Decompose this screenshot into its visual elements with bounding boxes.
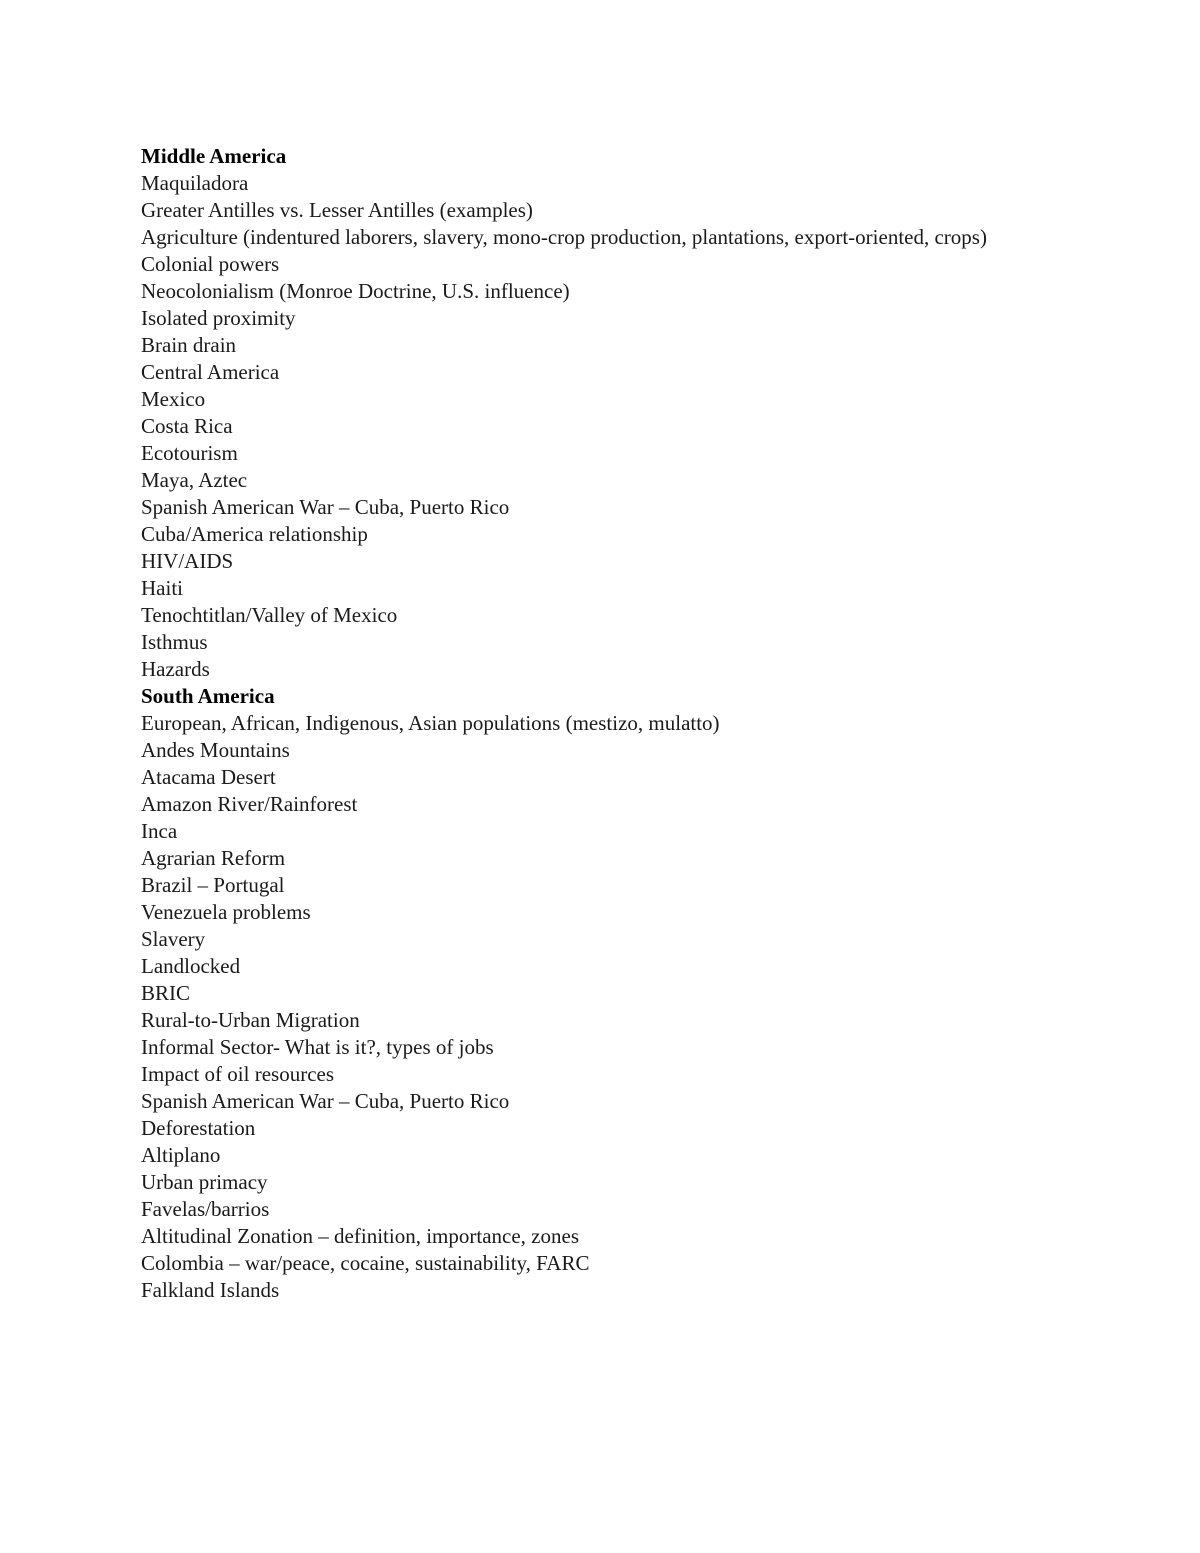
list-item: Isthmus: [141, 630, 208, 654]
list-item: Amazon River/Rainforest: [141, 792, 358, 816]
list-item: Slavery: [141, 927, 206, 951]
list-item: Costa Rica: [141, 414, 233, 438]
section-heading-middle-america: Middle America: [141, 144, 287, 168]
list-item: Falkland Islands: [141, 1278, 280, 1302]
list-item: Cuba/America relationship: [141, 522, 368, 546]
list-item: BRIC: [141, 981, 191, 1005]
section-heading-south-america: South America: [141, 684, 275, 708]
list-item: Impact of oil resources: [141, 1062, 335, 1086]
list-item: Deforestation: [141, 1116, 256, 1140]
list-item: Altitudinal Zonation – definition, importance, zones: [141, 1224, 579, 1248]
list-item: Atacama Desert: [141, 765, 276, 789]
list-item: Spanish American War – Cuba, Puerto Rico: [141, 1089, 510, 1113]
study-list: [141, 143, 1059, 1304]
list-item: Haiti: [141, 576, 183, 600]
list-item: Rural-to-Urban Migration: [141, 1008, 360, 1032]
list-item: Andes Mountains: [141, 738, 290, 762]
list-item: Altiplano: [141, 1143, 221, 1167]
list-item: Agrarian Reform: [141, 846, 286, 870]
list-item: Colonial powers: [141, 252, 280, 276]
list-item: Spanish American War – Cuba, Puerto Rico: [141, 495, 510, 519]
list-item: Urban primacy: [141, 1170, 268, 1194]
list-item: Greater Antilles vs. Lesser Antilles (examples): [141, 198, 533, 222]
list-item: Agriculture (indentured laborers, slavery, mono-crop production, plantations, export-oriented, crops): [141, 225, 987, 249]
list-item: Venezuela problems: [141, 900, 311, 924]
list-item: Hazards: [141, 657, 210, 681]
list-item: Informal Sector- What is it?, types of jobs: [141, 1035, 494, 1059]
list-item: Central America: [141, 360, 280, 384]
list-item: Mexico: [141, 387, 206, 411]
list-item: Neocolonialism (Monroe Doctrine, U.S. influence): [141, 279, 570, 303]
list-item: European, African, Indigenous, Asian populations (mestizo, mulatto): [141, 711, 720, 735]
list-item: Brazil – Portugal: [141, 873, 285, 897]
list-item: Inca: [141, 819, 178, 843]
list-item: Isolated proximity: [141, 306, 296, 330]
list-item: Maya, Aztec: [141, 468, 248, 492]
list-item: Brain drain: [141, 333, 237, 357]
list-item: HIV/AIDS: [141, 549, 234, 573]
list-item: Favelas/barrios: [141, 1197, 270, 1221]
list-item: Landlocked: [141, 954, 241, 978]
list-item: Maquiladora: [141, 171, 249, 195]
list-item: Colombia – war/peace, cocaine, sustainability, FARC: [141, 1251, 590, 1275]
list-item: Tenochtitlan/Valley of Mexico: [141, 603, 398, 627]
list-item: Ecotourism: [141, 441, 238, 465]
